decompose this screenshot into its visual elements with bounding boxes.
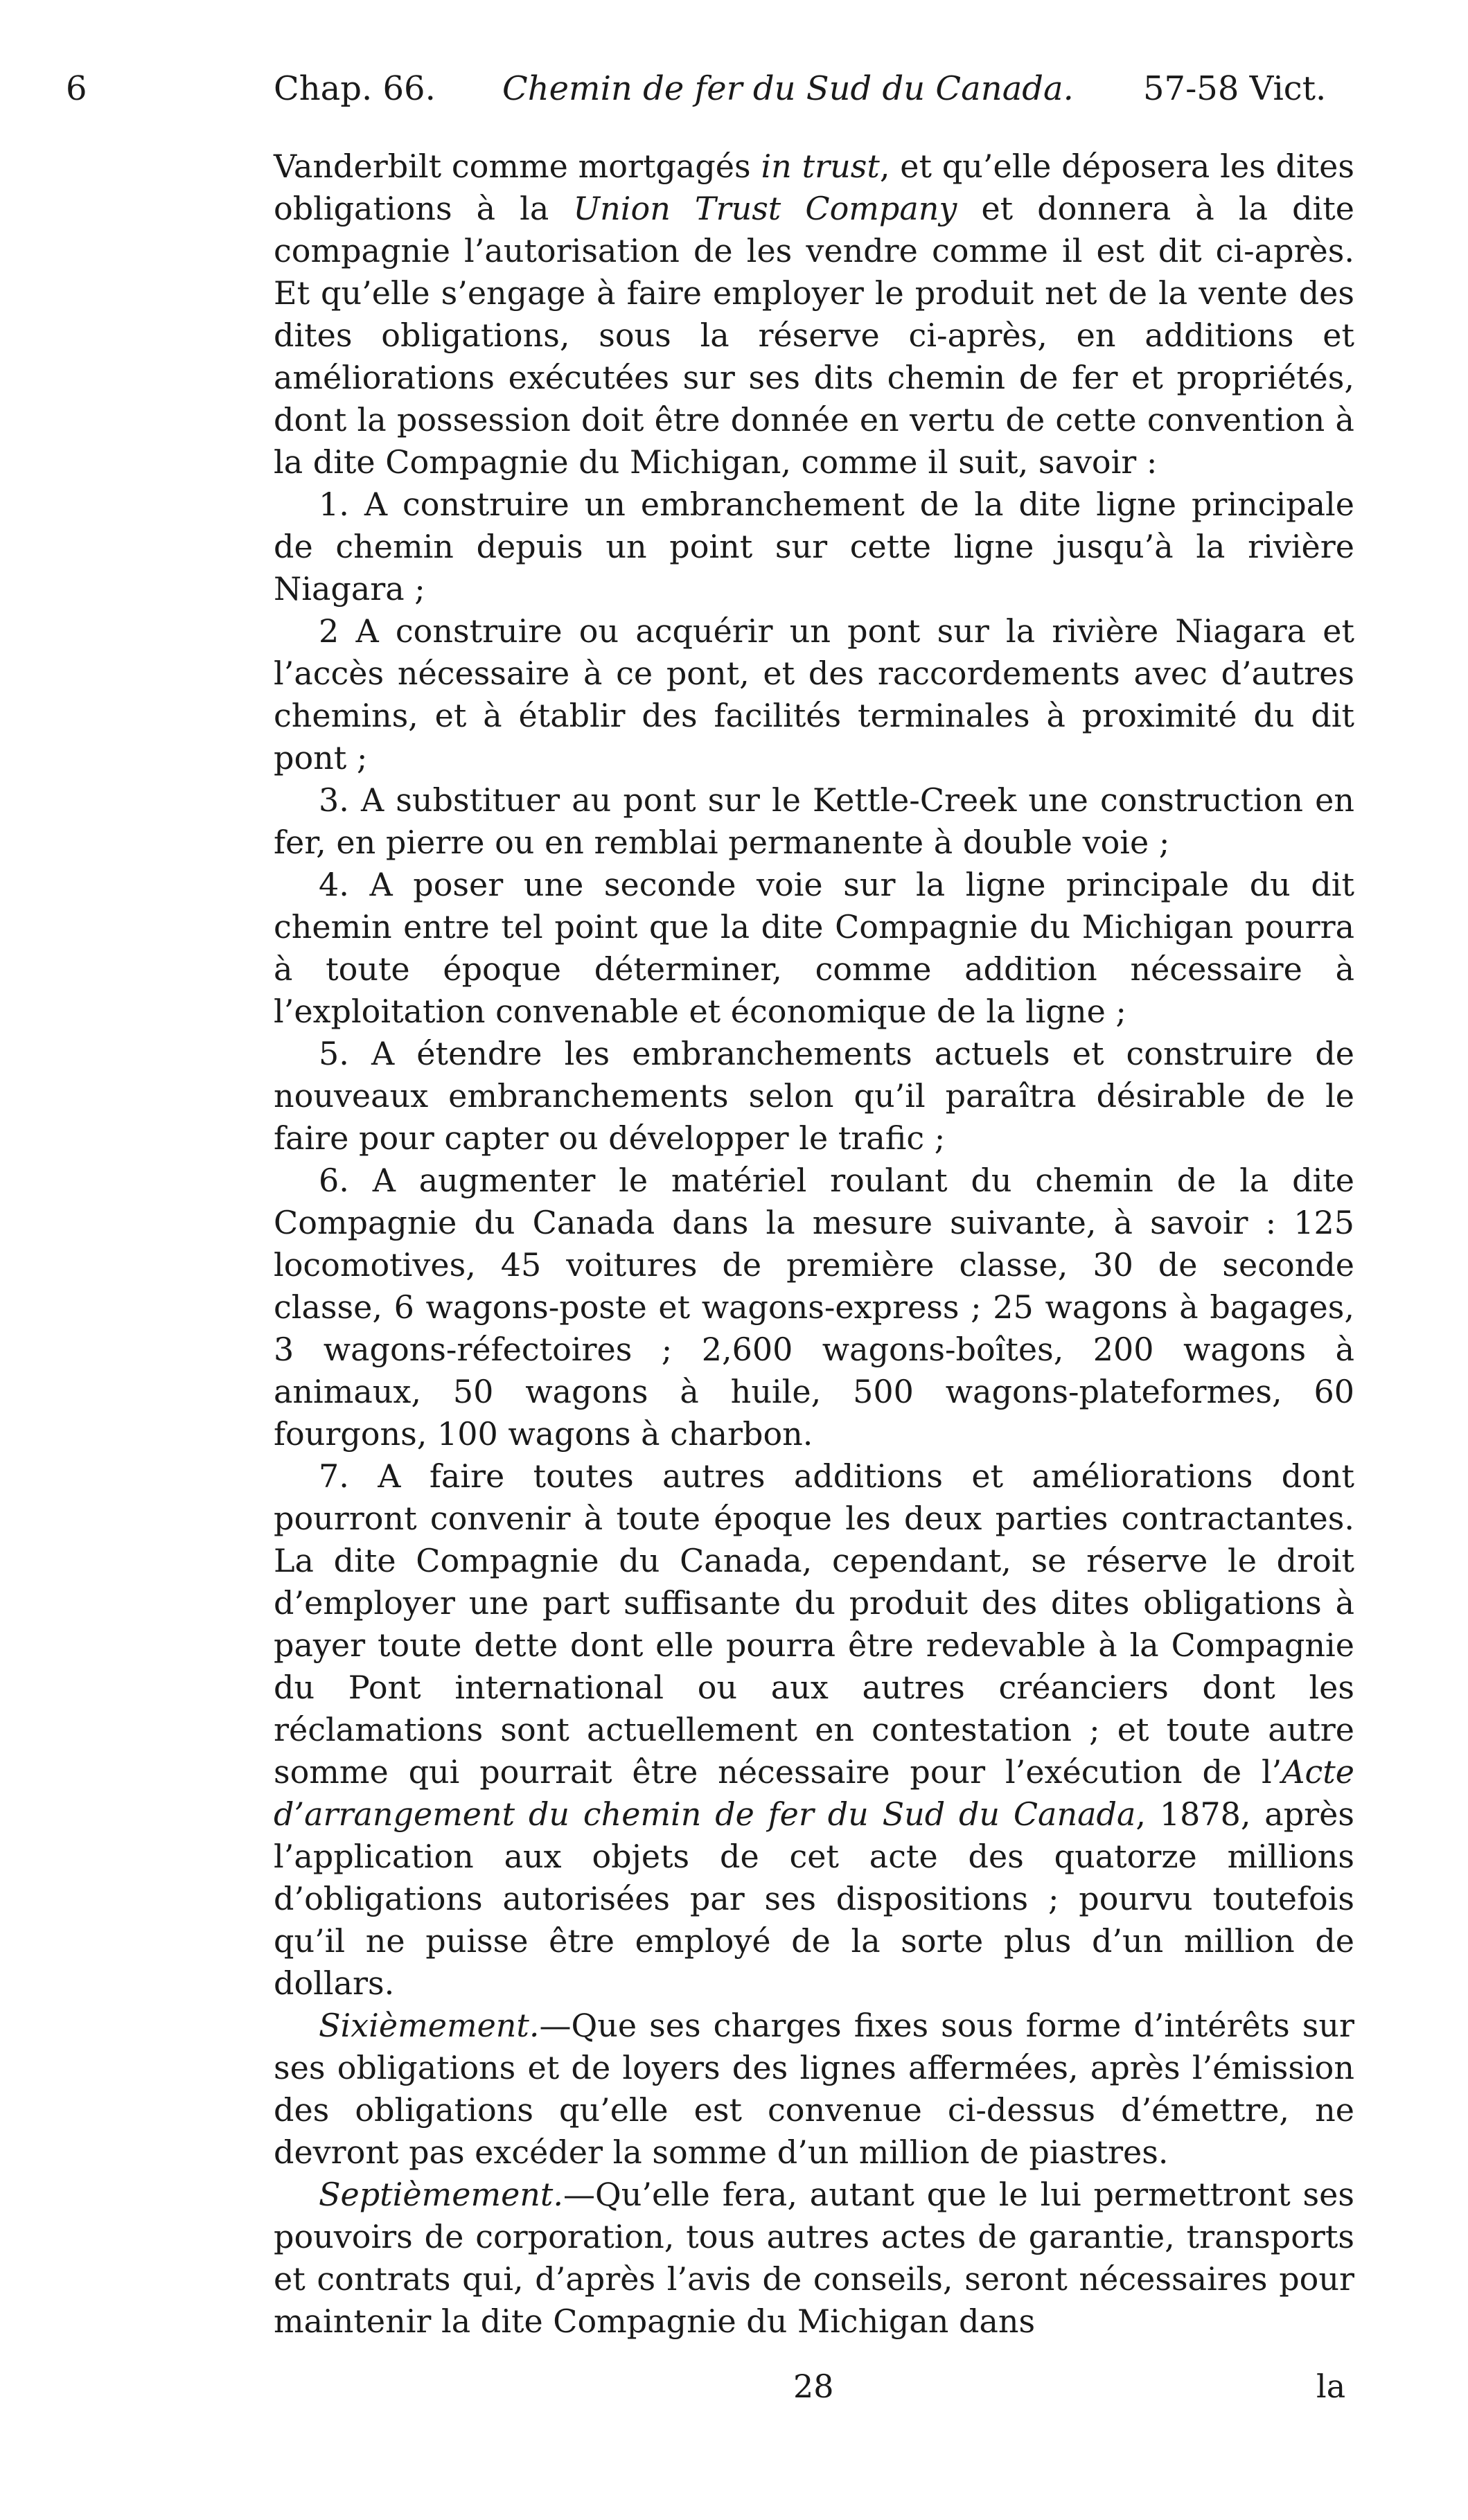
body-text [274, 145, 1354, 2343]
running-title: Chemin de fer du Sud du Canada. [502, 69, 1074, 108]
page-number: 6 [66, 69, 87, 108]
list-item-6: 6. A augmenter le matériel roulant du chemin de la dite Compagnie du Canada dans la mesure suivante, à savoir : 125 locomotives, 45 voitures de première classe, 30 de seconde classe, 6 wagons-poste et wagons-express ; 25 wagons à bagages, 3 wagons-réfectoires ; 2,600 wagons-boîtes, 200 wagons à animaux, 50 wagons à huile, 500 wagons-plateformes, 60 fourgons, 100 wagons à charbon. [274, 1162, 1354, 1453]
running-header [0, 61, 1468, 116]
page-footer [0, 2362, 1468, 2411]
list-item-1: 1. A construire un embranchement de la dite ligne principale de chemin depuis un point sur cette ligne jusqu’à la rivière Niagara ; [274, 486, 1354, 607]
list-item-2: 2 A construire ou acquérir un pont sur la rivière Niagara et l’accès nécessaire à ce pont, et des raccordements avec d’autres chemins, et à établir des facilités terminales à proximité du dit pont ; [274, 612, 1354, 777]
list-item-3: 3. A substituer au pont sur le Kettle-Creek une construction en fer, en pierre ou en remblai permanente à double voie ; [274, 781, 1354, 861]
list-item-5: 5. A étendre les embranchements actuels et construire de nouveaux embranchements selon qu’il paraîtra désirable de le faire pour capter ou développer le trafic ; [274, 1035, 1354, 1157]
signature-mark: 28 [793, 2368, 834, 2405]
list-item-7: 7. A faire toutes autres additions et améliorations dont pourront convenir à toute époque les deux parties contractantes. La dite Compagnie du Canada, cependant, se réserve le droit d’employer une part suffisante du produit des dites obligations à payer toute dette dont elle pourra être redevable à la Compagnie du Pont international ou aux autres créanciers dont les réclamations sont actuellement en contestation ; et toute autre somme qui pourrait être nécessaire pour l’exécution de l’Acte d’arrangement du chemin de fer du Sud du Canada, 1878, après l’application aux objets de cet acte des quatorze millions d’obligations autorisées par ses dispositions ; pourvu toutefois qu’il ne puisse être employé de la sorte plus d’un million de dollars. [274, 1457, 1354, 2002]
sixth-label: Sixièmement. [319, 2007, 540, 2044]
paragraph-seventh: Septièmement.—Qu’elle fera, autant que le lui permettront ses pouvoirs de corporation, tous autres actes de garantie, transports et contrats qui, d’après l’avis de conseils, seront nécessaires pour maintenir la dite Compagnie du Michigan dans [274, 2176, 1354, 2340]
catchword: la [1316, 2368, 1346, 2405]
regnal-year: 57-58 Vict. [1143, 69, 1327, 108]
paragraph-sixth: Sixièmement.—Que ses charges fixes sous forme d’intérêts sur ses obligations et de loyers des lignes affermées, après l’émission des obligations qu’elle est convenue ci-dessus d’émettre, ne devront pas excéder la somme d’un million de piastres. [274, 2007, 1354, 2171]
list-item-4: 4. A poser une seconde voie sur la ligne principale du dit chemin entre tel point que la dite Compagnie du Michigan pourra à toute époque déterminer, comme addition nécessaire à l’exploitation convenable et économique de la ligne ; [274, 866, 1354, 1030]
paragraph-opening: Vanderbilt comme mortgagés in trust, et qu’elle déposera les dites obligations à la Union Trust Company et donnera à la dite compagnie l’autorisation de les vendre comme il est dit ci-après. Et qu’elle s’engage à faire employer le produit net de la vente des dites obligations, sous la réserve ci-après, en additions et améliorations exécutées sur ses dits chemin de fer et propriétés, dont la possession doit être donnée en vertu de cette convention à la dite Compagnie du Michigan, comme il suit, savoir : [274, 148, 1355, 481]
seventh-label: Septièmement. [319, 2176, 564, 2213]
chapter-label: Chap. 66. [274, 69, 436, 108]
